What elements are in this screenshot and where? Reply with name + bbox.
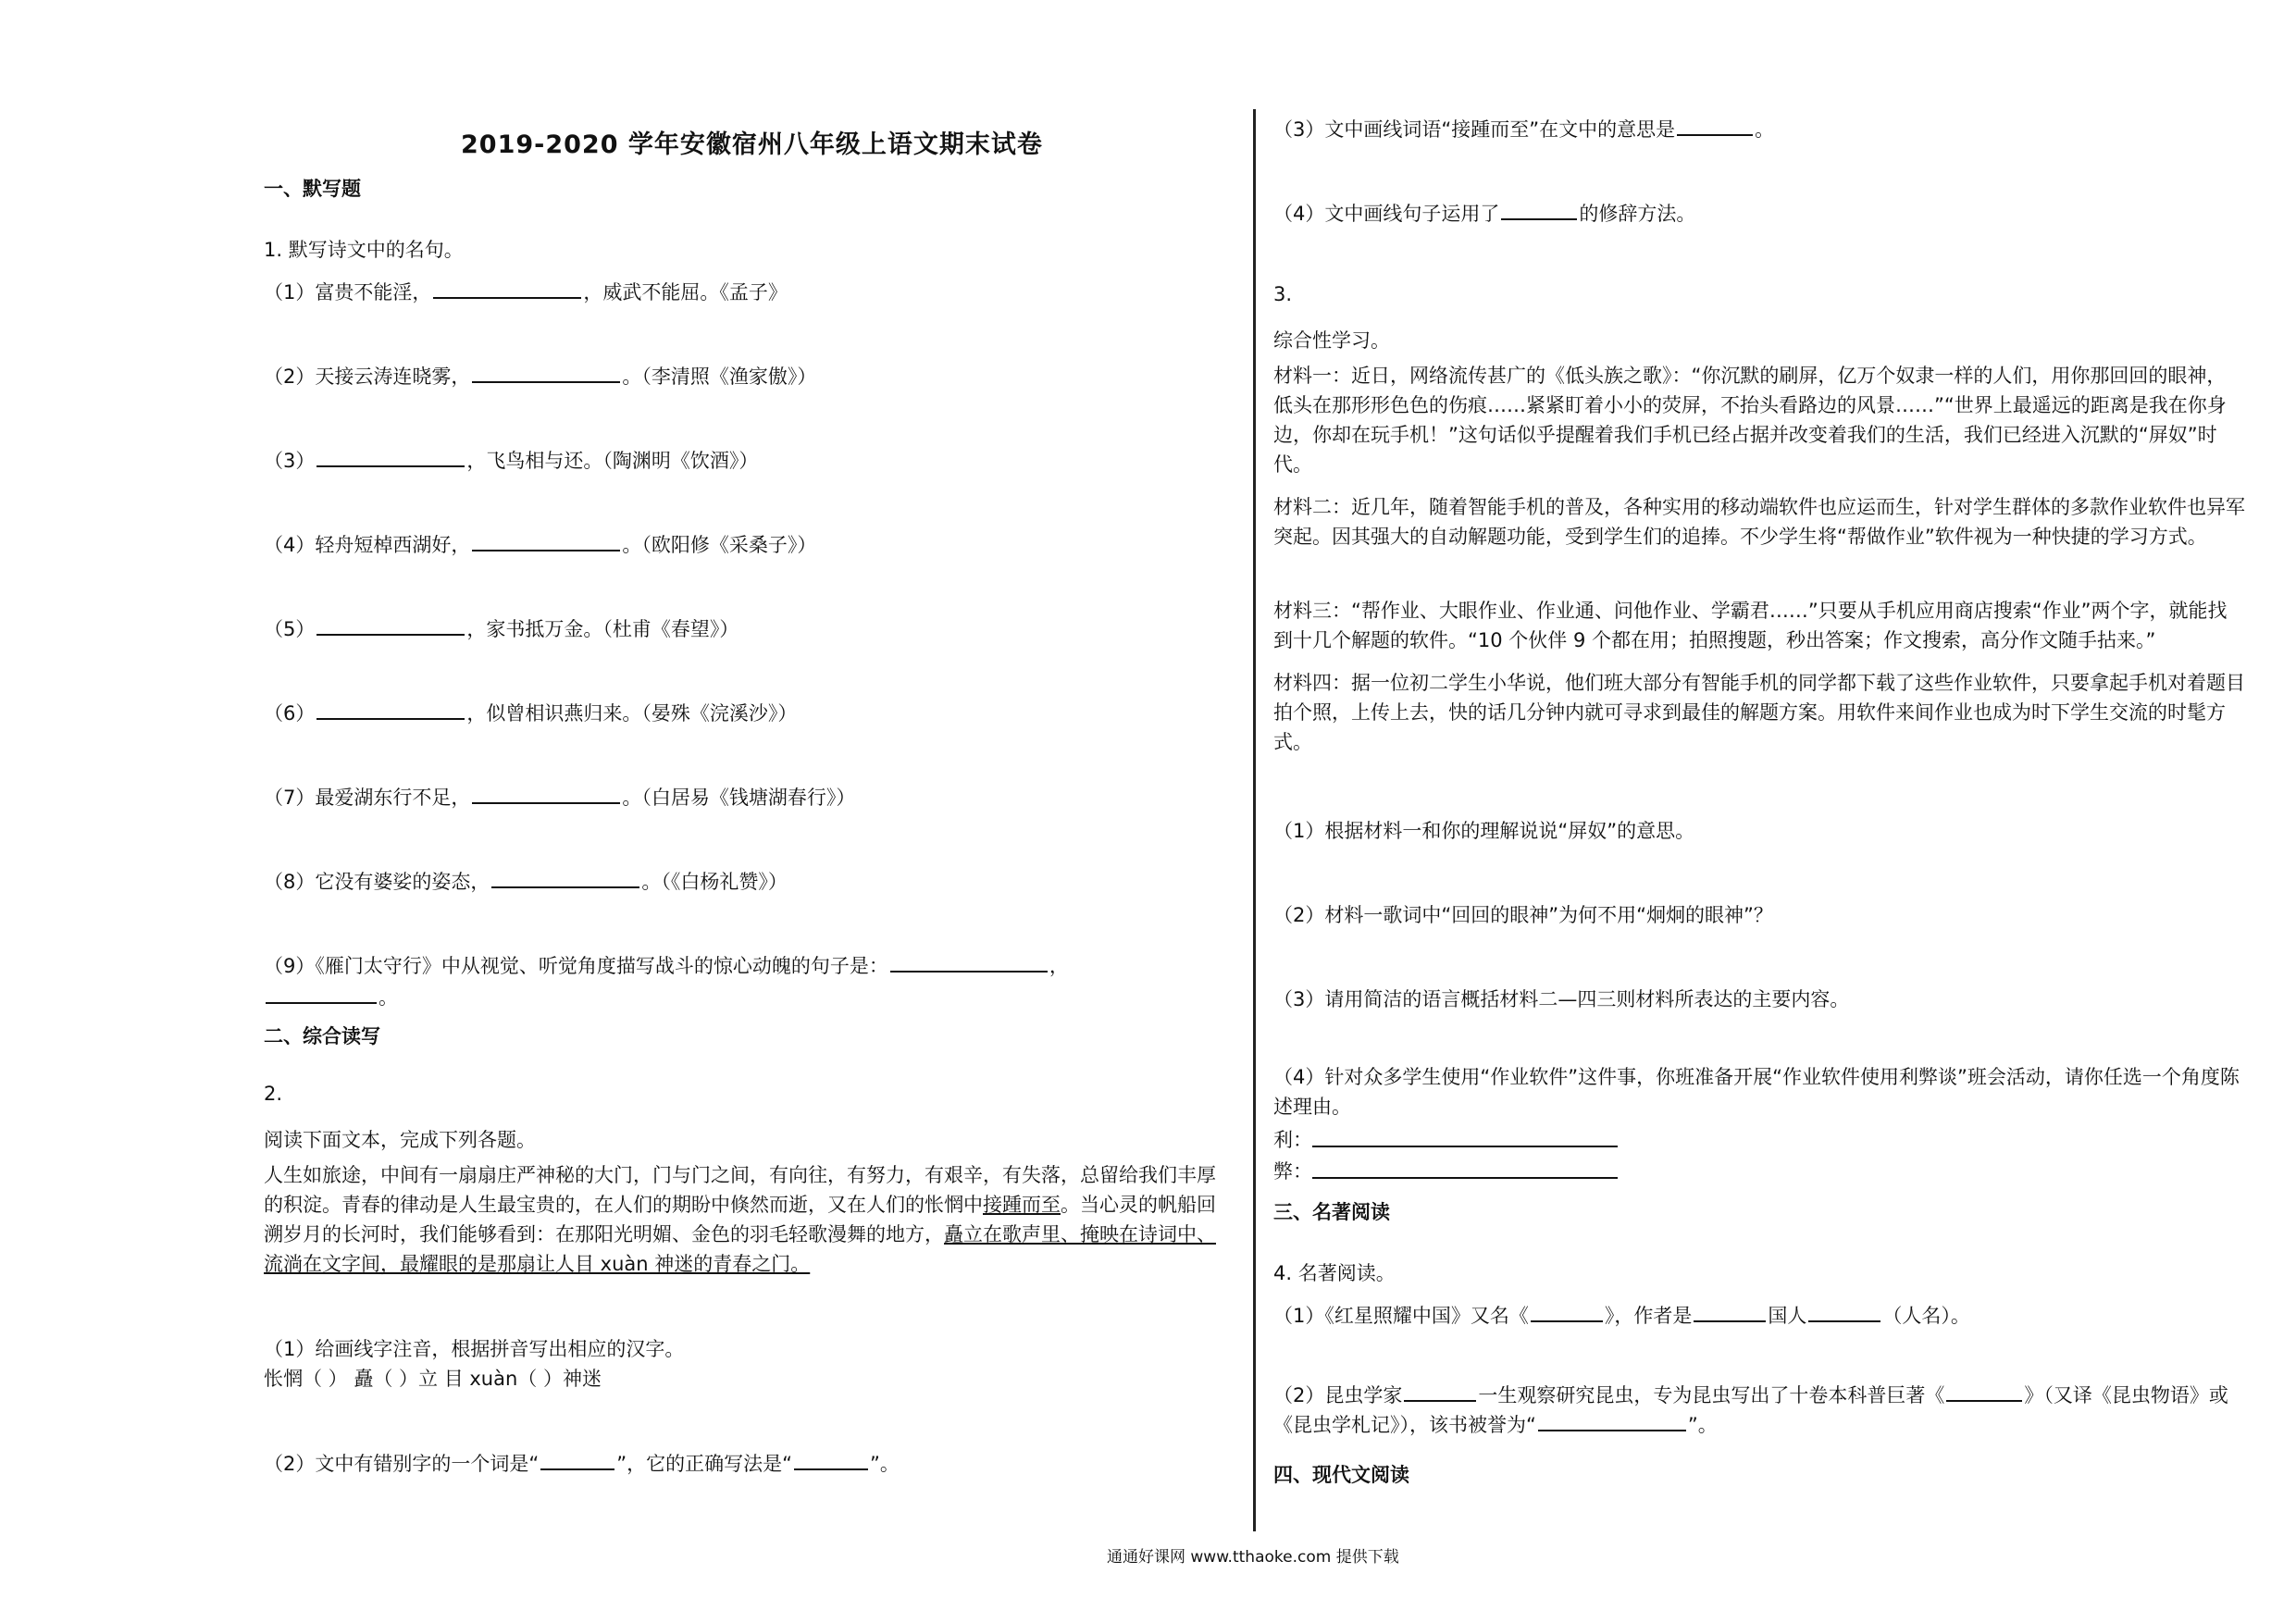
q1-item-7 — [264, 783, 855, 811]
q2-sub2 — [264, 1449, 900, 1477]
q2-sub1-line: 怅惘（ ） 矗（ ）立 目 xuàn（ ）神迷 — [264, 1368, 602, 1390]
q4-sub1-c: 国人 — [1768, 1305, 1807, 1327]
answer-blank[interactable] — [1404, 1383, 1476, 1402]
q4-intro: 4. 名著阅读。 — [1273, 1262, 1396, 1284]
q2-sub2-c: ”。 — [870, 1453, 900, 1475]
q1-item-3-pre: （3） — [264, 450, 316, 472]
q1-item-9 — [264, 951, 1069, 979]
q1-item-3-post: ，飞鸟相与还。（陶渊明《饮酒》） — [466, 450, 759, 472]
q3-number: 3. — [1273, 283, 1293, 305]
q2-sub3 — [1273, 115, 1774, 142]
cons-answer-line[interactable] — [1312, 1177, 1618, 1179]
q1-item-8-pre: （8）它没有婆娑的姿态， — [264, 871, 490, 893]
q1-item-6-post: ，似曾相识燕归来。（晏殊《浣溪沙》） — [466, 702, 798, 725]
section-heading-2: 二、综合读写 — [264, 1025, 380, 1047]
q4-sub1-a: （1）《红星照耀中国》又名《 — [1273, 1305, 1529, 1327]
q1-item-6 — [264, 699, 797, 726]
q3-sub4: （4）针对众多学生使用“作业软件”这件事，你班准备开展“作业软件使用利弊谈”班会活动，请你任选一个角度陈述理由。 — [1273, 1066, 2240, 1118]
q2-passage-text-mid: 。当心灵的帆船回溯岁月的长河时，我们能够看到：在那阳光明媚、金色的羽毛轻歌漫舞的地方， — [264, 1194, 1216, 1245]
q4-sub2-a: （2）昆虫学家 — [1273, 1384, 1403, 1406]
q3-sub3: （3）请用简洁的语言概括材料二—四三则材料所表达的主要内容。 — [1273, 988, 1850, 1010]
q1-item-8 — [264, 867, 788, 895]
q2-passage — [264, 1160, 1226, 1279]
q1-item-1-post: ，威武不能屈。《孟子》 — [583, 281, 788, 304]
q1-item-9-pre: （9）《雁门太守行》中从视觉、听觉角度描写战斗的惊心动魄的句子是： — [264, 955, 888, 977]
q1-item-5-post: ，家书抵万金。（杜甫《春望》） — [466, 618, 739, 640]
q1-item-7-pre: （7）最爱湖东行不足， — [264, 787, 471, 809]
q1-item-9-comma: ， — [1049, 955, 1069, 977]
q1-item-9-end: 。 — [379, 986, 398, 1009]
q1-item-1 — [264, 278, 788, 305]
answer-blank[interactable] — [794, 1452, 868, 1470]
answer-blank[interactable] — [1946, 1383, 2022, 1402]
section-heading-3: 三、名著阅读 — [1273, 1201, 1390, 1223]
q1-item-9-line2 — [264, 983, 398, 1010]
q1-item-2-post: 。（李清照《渔家傲》） — [622, 365, 817, 388]
q1-item-1-pre: （1）富贵不能淫， — [264, 281, 432, 304]
answer-blank[interactable] — [1501, 202, 1577, 220]
q2-sub1: （1）给画线字注音，根据拼音写出相应的汉字。 — [264, 1338, 685, 1360]
answer-blank[interactable] — [316, 701, 465, 720]
pros-label: 利： — [1273, 1129, 1312, 1151]
section-heading-4: 四、现代文阅读 — [1273, 1464, 1409, 1486]
q2-sub3-a: （3）文中画线词语“接踵而至”在文中的意思是 — [1273, 118, 1676, 141]
answer-blank[interactable] — [1677, 118, 1753, 136]
q3-sub1: （1）根据材料一和你的理解说说“屏奴”的意思。 — [1273, 820, 1695, 842]
q4-sub1-b: 》，作者是 — [1604, 1305, 1693, 1327]
q2-sub2-a: （2）文中有错别字的一个词是“ — [264, 1453, 540, 1475]
page-title: 2019-2020 学年安徽宿州八年级上语文期末试卷 — [461, 130, 1043, 159]
answer-blank[interactable] — [266, 985, 377, 1004]
cons-label: 弊： — [1273, 1160, 1312, 1183]
q2-number: 2. — [264, 1083, 283, 1105]
q1-item-4-pre: （4）轻舟短棹西湖好， — [264, 534, 471, 556]
answer-blank[interactable] — [1531, 1304, 1603, 1322]
q1-intro: 1. 默写诗文中的名句。 — [264, 239, 464, 261]
material-4: 材料四：据一位初二学生小华说，他们班大部分有智能手机的同学都下载了这些作业软件，只要拿起手机对着题目拍个照，上传上去，快的话几分钟内就可寻求到最佳的解题方案。用软件来间作业也成为时下学生交流的时髦方式。 — [1273, 672, 2245, 753]
pros-answer-line[interactable] — [1312, 1146, 1618, 1147]
q1-item-3 — [264, 446, 758, 474]
material-3: 材料三：“帮作业、大眼作业、作业通、问他作业、学霸君……”只要从手机应用商店搜索“作业”两个字，就能找到十几个解题的软件。“10 个伙伴 9 个都在用；拍照搜题，秒出答案；作文搜索，高分作文随手拈来。” — [1273, 600, 2228, 651]
q2-passage-text: 人生如旅途，中间有一扇扇庄严神秘的大门，门与门之间，有向往，有努力，有艰辛，有失落，总留给我们丰厚的积淀。青春的律动是人生最宝贵的，在人们的期盼中倏然而逝，又在人们的怅惘中 — [264, 1164, 1216, 1216]
column-divider — [1253, 109, 1256, 1531]
answer-blank[interactable] — [316, 449, 465, 467]
answer-blank[interactable] — [1808, 1304, 1880, 1322]
q4-sub1 — [1273, 1301, 1970, 1329]
q2-underlined-word: 接踵而至 — [983, 1194, 1061, 1216]
footer-credit: 通通好课网 www.tthaoke.com 提供下载 — [1107, 1548, 1399, 1567]
material-1: 材料一：近日，网络流传甚广的《低头族之歌》：“你沉默的刷屏，亿万个奴隶一样的人们，用你那回回的眼神，低头在那形形色色的伤痕……紧紧盯着小小的荧屏，不抬头看路边的风景……”“世界上最遥远的距离是我在你身边，你却在玩手机！”这句话似乎提醒着我们手机已经占据并改变着我们的生活，我们已经进入沉默的“屏奴”时代。 — [1273, 365, 2227, 476]
q4-sub2 — [1273, 1381, 2245, 1440]
answer-blank[interactable] — [1694, 1304, 1766, 1322]
q1-item-2-pre: （2）天接云涛连晓雾， — [264, 365, 471, 388]
answer-blank[interactable] — [491, 870, 639, 888]
material-2: 材料二：近几年，随着智能手机的普及，各种实用的移动端软件也应运而生，针对学生群体的多款作业软件也异军突起。因其强大的自动解题功能，受到学生们的追捧。不少学生将“帮做作业”软件视为一种快捷的学习方式。 — [1273, 496, 2245, 548]
q1-item-6-pre: （6） — [264, 702, 316, 725]
q4-sub1-d: （人名）。 — [1882, 1305, 1970, 1327]
q2-intro: 阅读下面文本，完成下列各题。 — [264, 1129, 536, 1151]
answer-blank[interactable] — [433, 280, 581, 299]
q1-item-4 — [264, 530, 816, 558]
answer-blank[interactable] — [540, 1452, 614, 1470]
q2-sub2-b: ”，它的正确写法是“ — [616, 1453, 793, 1475]
q4-sub2-b: 一生观察研究昆虫，专为昆虫写出了十卷本科普巨著《 — [1478, 1384, 1945, 1406]
q1-item-2 — [264, 362, 816, 390]
answer-blank[interactable] — [316, 617, 465, 636]
section-heading-1: 一、默写题 — [264, 178, 361, 200]
answer-blank[interactable] — [472, 365, 620, 383]
answer-blank[interactable] — [1538, 1413, 1686, 1431]
q2-sub4-b: 的修辞方法。 — [1579, 203, 1696, 225]
answer-blank[interactable] — [472, 533, 620, 551]
q4-sub2-c: 》（又译《昆虫物语》或《昆虫学札记》），该书被誉为“ — [1273, 1384, 2228, 1436]
q3-sub2: （2）材料一歌词中“回回的眼神”为何不用“炯炯的眼神”？ — [1273, 904, 1773, 926]
q1-item-7-post: 。（白居易《钱塘湖春行》） — [622, 787, 856, 809]
q1-item-8-post: 。（《白杨礼赞》） — [641, 871, 788, 893]
q2-sub4 — [1273, 199, 1695, 227]
q2-sub4-a: （4）文中画线句子运用了 — [1273, 203, 1500, 225]
q2-underlined-sentence: 矗立在歌声里、掩映在诗词中、流淌在文字间，最耀眼的是那扇让人目 xuàn 神迷的青春之门。 — [264, 1223, 1216, 1275]
q2-sub3-b: 。 — [1755, 118, 1775, 141]
q1-item-5-pre: （5） — [264, 618, 316, 640]
q4-sub2-d: ”。 — [1687, 1414, 1718, 1436]
q1-item-5 — [264, 614, 738, 642]
q3-intro: 综合性学习。 — [1273, 329, 1390, 352]
answer-blank[interactable] — [472, 786, 620, 804]
answer-blank[interactable] — [890, 954, 1048, 973]
q1-item-4-post: 。（欧阳修《采桑子》） — [622, 534, 817, 556]
